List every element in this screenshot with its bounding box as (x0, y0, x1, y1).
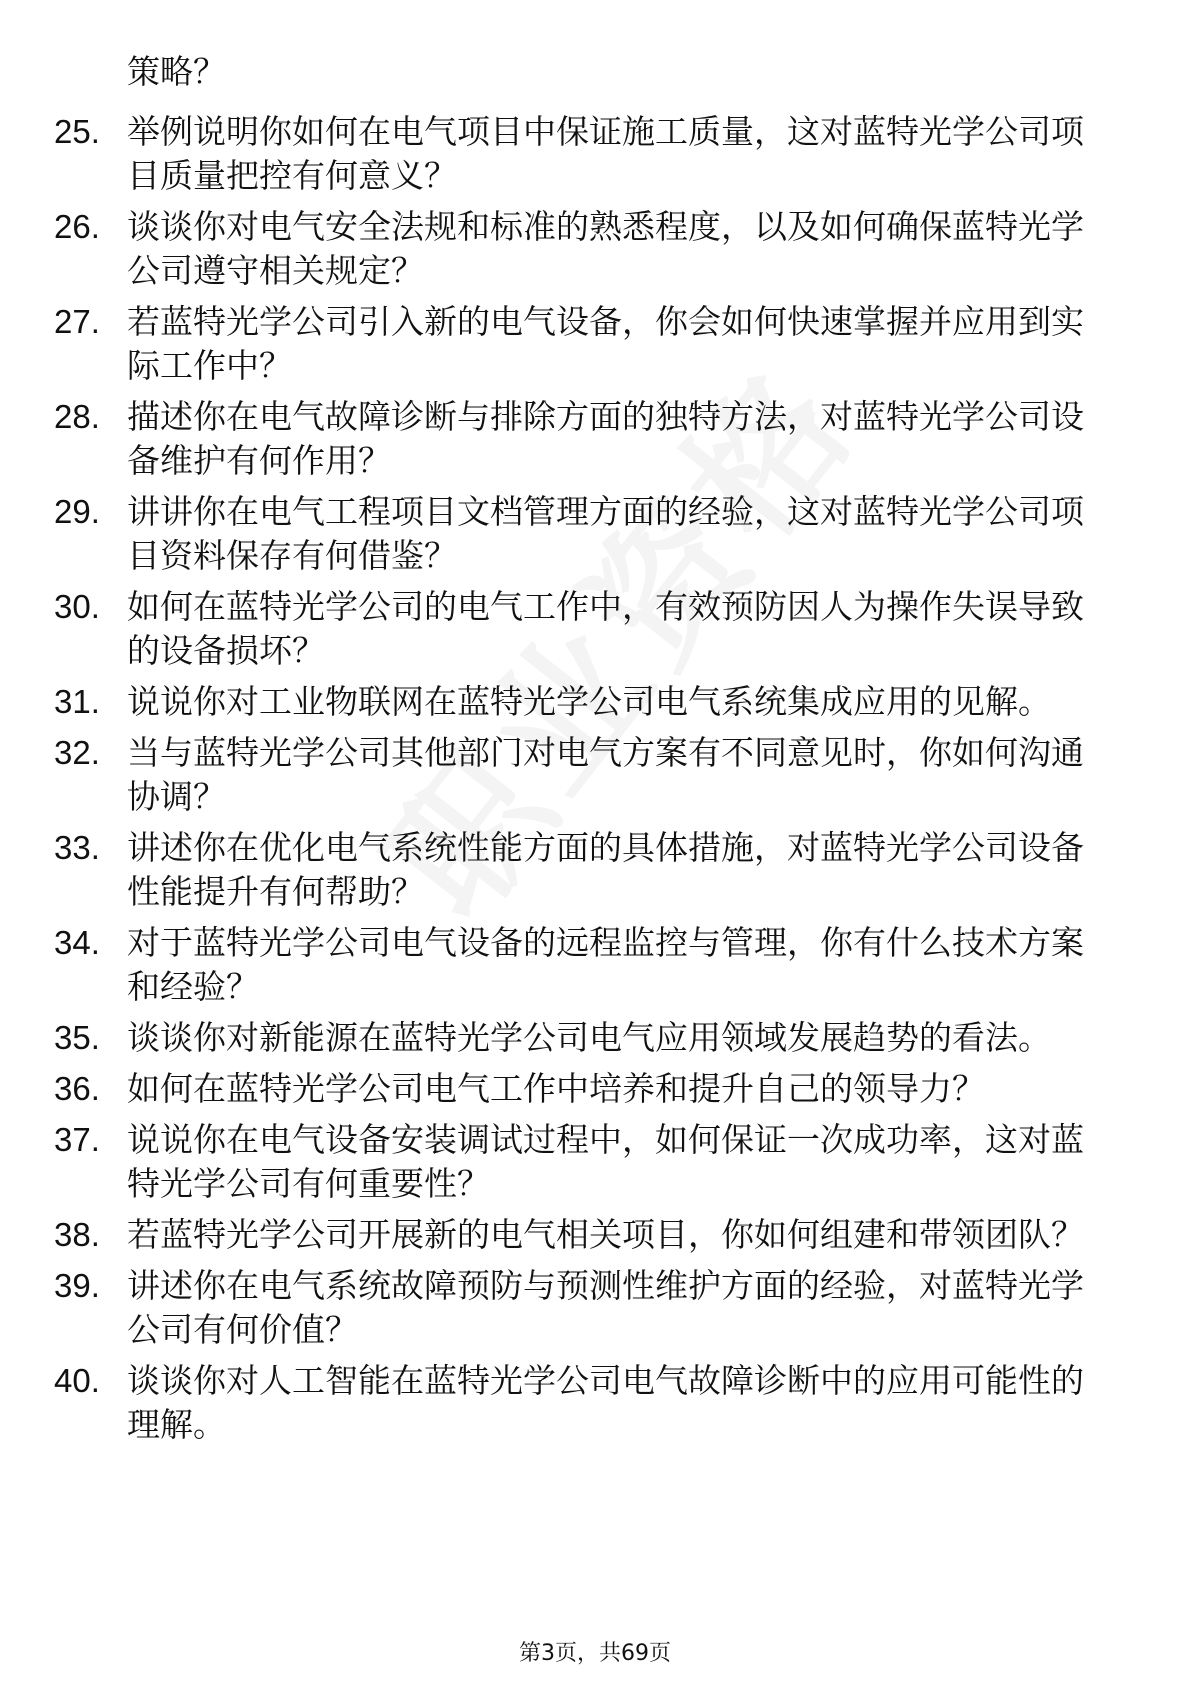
question-text: 描述你在电气故障诊断与排除方面的独特方法，对蓝特光学公司设备维护有何作用？ (127, 397, 1084, 480)
question-number: 28. (54, 398, 100, 435)
continued-question-text: 策略？ (127, 52, 226, 91)
question-number: 29. (54, 493, 100, 530)
question-number: 39. (54, 1267, 100, 1304)
question-text: 如何在蓝特光学公司电气工作中培养和提升自己的领导力？ (127, 1069, 985, 1108)
question-list (54, 110, 1114, 1454)
question-text: 当与蓝特光学公司其他部门对电气方案有不同意见时，你如何沟通协调？ (127, 733, 1084, 816)
question-item (54, 1016, 1114, 1060)
question-item (54, 300, 1114, 388)
question-item (54, 1213, 1114, 1257)
question-number: 40. (54, 1362, 100, 1399)
page-footer: 第3页，共69页 (519, 1641, 671, 1666)
question-item (54, 1264, 1114, 1352)
question-number: 26. (54, 208, 100, 245)
question-text: 说说你在电气设备安装调试过程中，如何保证一次成功率，这对蓝特光学公司有何重要性？ (127, 1120, 1084, 1203)
question-item (54, 110, 1114, 198)
question-number: 38. (54, 1216, 100, 1253)
question-text: 若蓝特光学公司开展新的电气相关项目，你如何组建和带领团队？ (127, 1215, 1084, 1254)
question-text: 谈谈你对电气安全法规和标准的熟悉程度，以及如何确保蓝特光学公司遵守相关规定？ (127, 207, 1084, 290)
question-number: 31. (54, 683, 100, 720)
question-text: 说说你对工业物联网在蓝特光学公司电气系统集成应用的见解。 (127, 682, 1051, 721)
question-item (54, 680, 1114, 724)
question-item (54, 921, 1114, 1009)
question-text: 讲讲你在电气工程项目文档管理方面的经验，这对蓝特光学公司项目资料保存有何借鉴？ (127, 492, 1084, 575)
question-number: 27. (54, 303, 100, 340)
question-item (54, 731, 1114, 819)
question-item (54, 395, 1114, 483)
question-text: 举例说明你如何在电气项目中保证施工质量，这对蓝特光学公司项目质量把控有何意义？ (127, 112, 1084, 195)
question-number: 34. (54, 924, 100, 961)
question-text: 讲述你在优化电气系统性能方面的具体措施，对蓝特光学公司设备性能提升有何帮助？ (127, 828, 1084, 911)
question-number: 33. (54, 829, 100, 866)
question-item (54, 1118, 1114, 1206)
question-text: 讲述你在电气系统故障预防与预测性维护方面的经验，对蓝特光学公司有何价值？ (127, 1266, 1084, 1349)
question-item (54, 1067, 1114, 1111)
question-number: 25. (54, 113, 100, 150)
question-number: 36. (54, 1070, 100, 1107)
question-number: 32. (54, 734, 100, 771)
question-number: 30. (54, 588, 100, 625)
question-text: 对于蓝特光学公司电气设备的远程监控与管理，你有什么技术方案和经验？ (127, 923, 1084, 1006)
question-text: 谈谈你对人工智能在蓝特光学公司电气故障诊断中的应用可能性的理解。 (127, 1361, 1084, 1444)
question-item (54, 826, 1114, 914)
question-item (54, 585, 1114, 673)
question-item (54, 205, 1114, 293)
question-item (54, 490, 1114, 578)
question-number: 37. (54, 1121, 100, 1158)
question-item (54, 1359, 1114, 1447)
question-text: 如何在蓝特光学公司的电气工作中，有效预防因人为操作失误导致的设备损坏？ (127, 587, 1084, 670)
question-number: 35. (54, 1019, 100, 1056)
question-text: 谈谈你对新能源在蓝特光学公司电气应用领域发展趋势的看法。 (127, 1018, 1051, 1057)
question-text: 若蓝特光学公司引入新的电气设备，你会如何快速掌握并应用到实际工作中？ (127, 302, 1084, 385)
